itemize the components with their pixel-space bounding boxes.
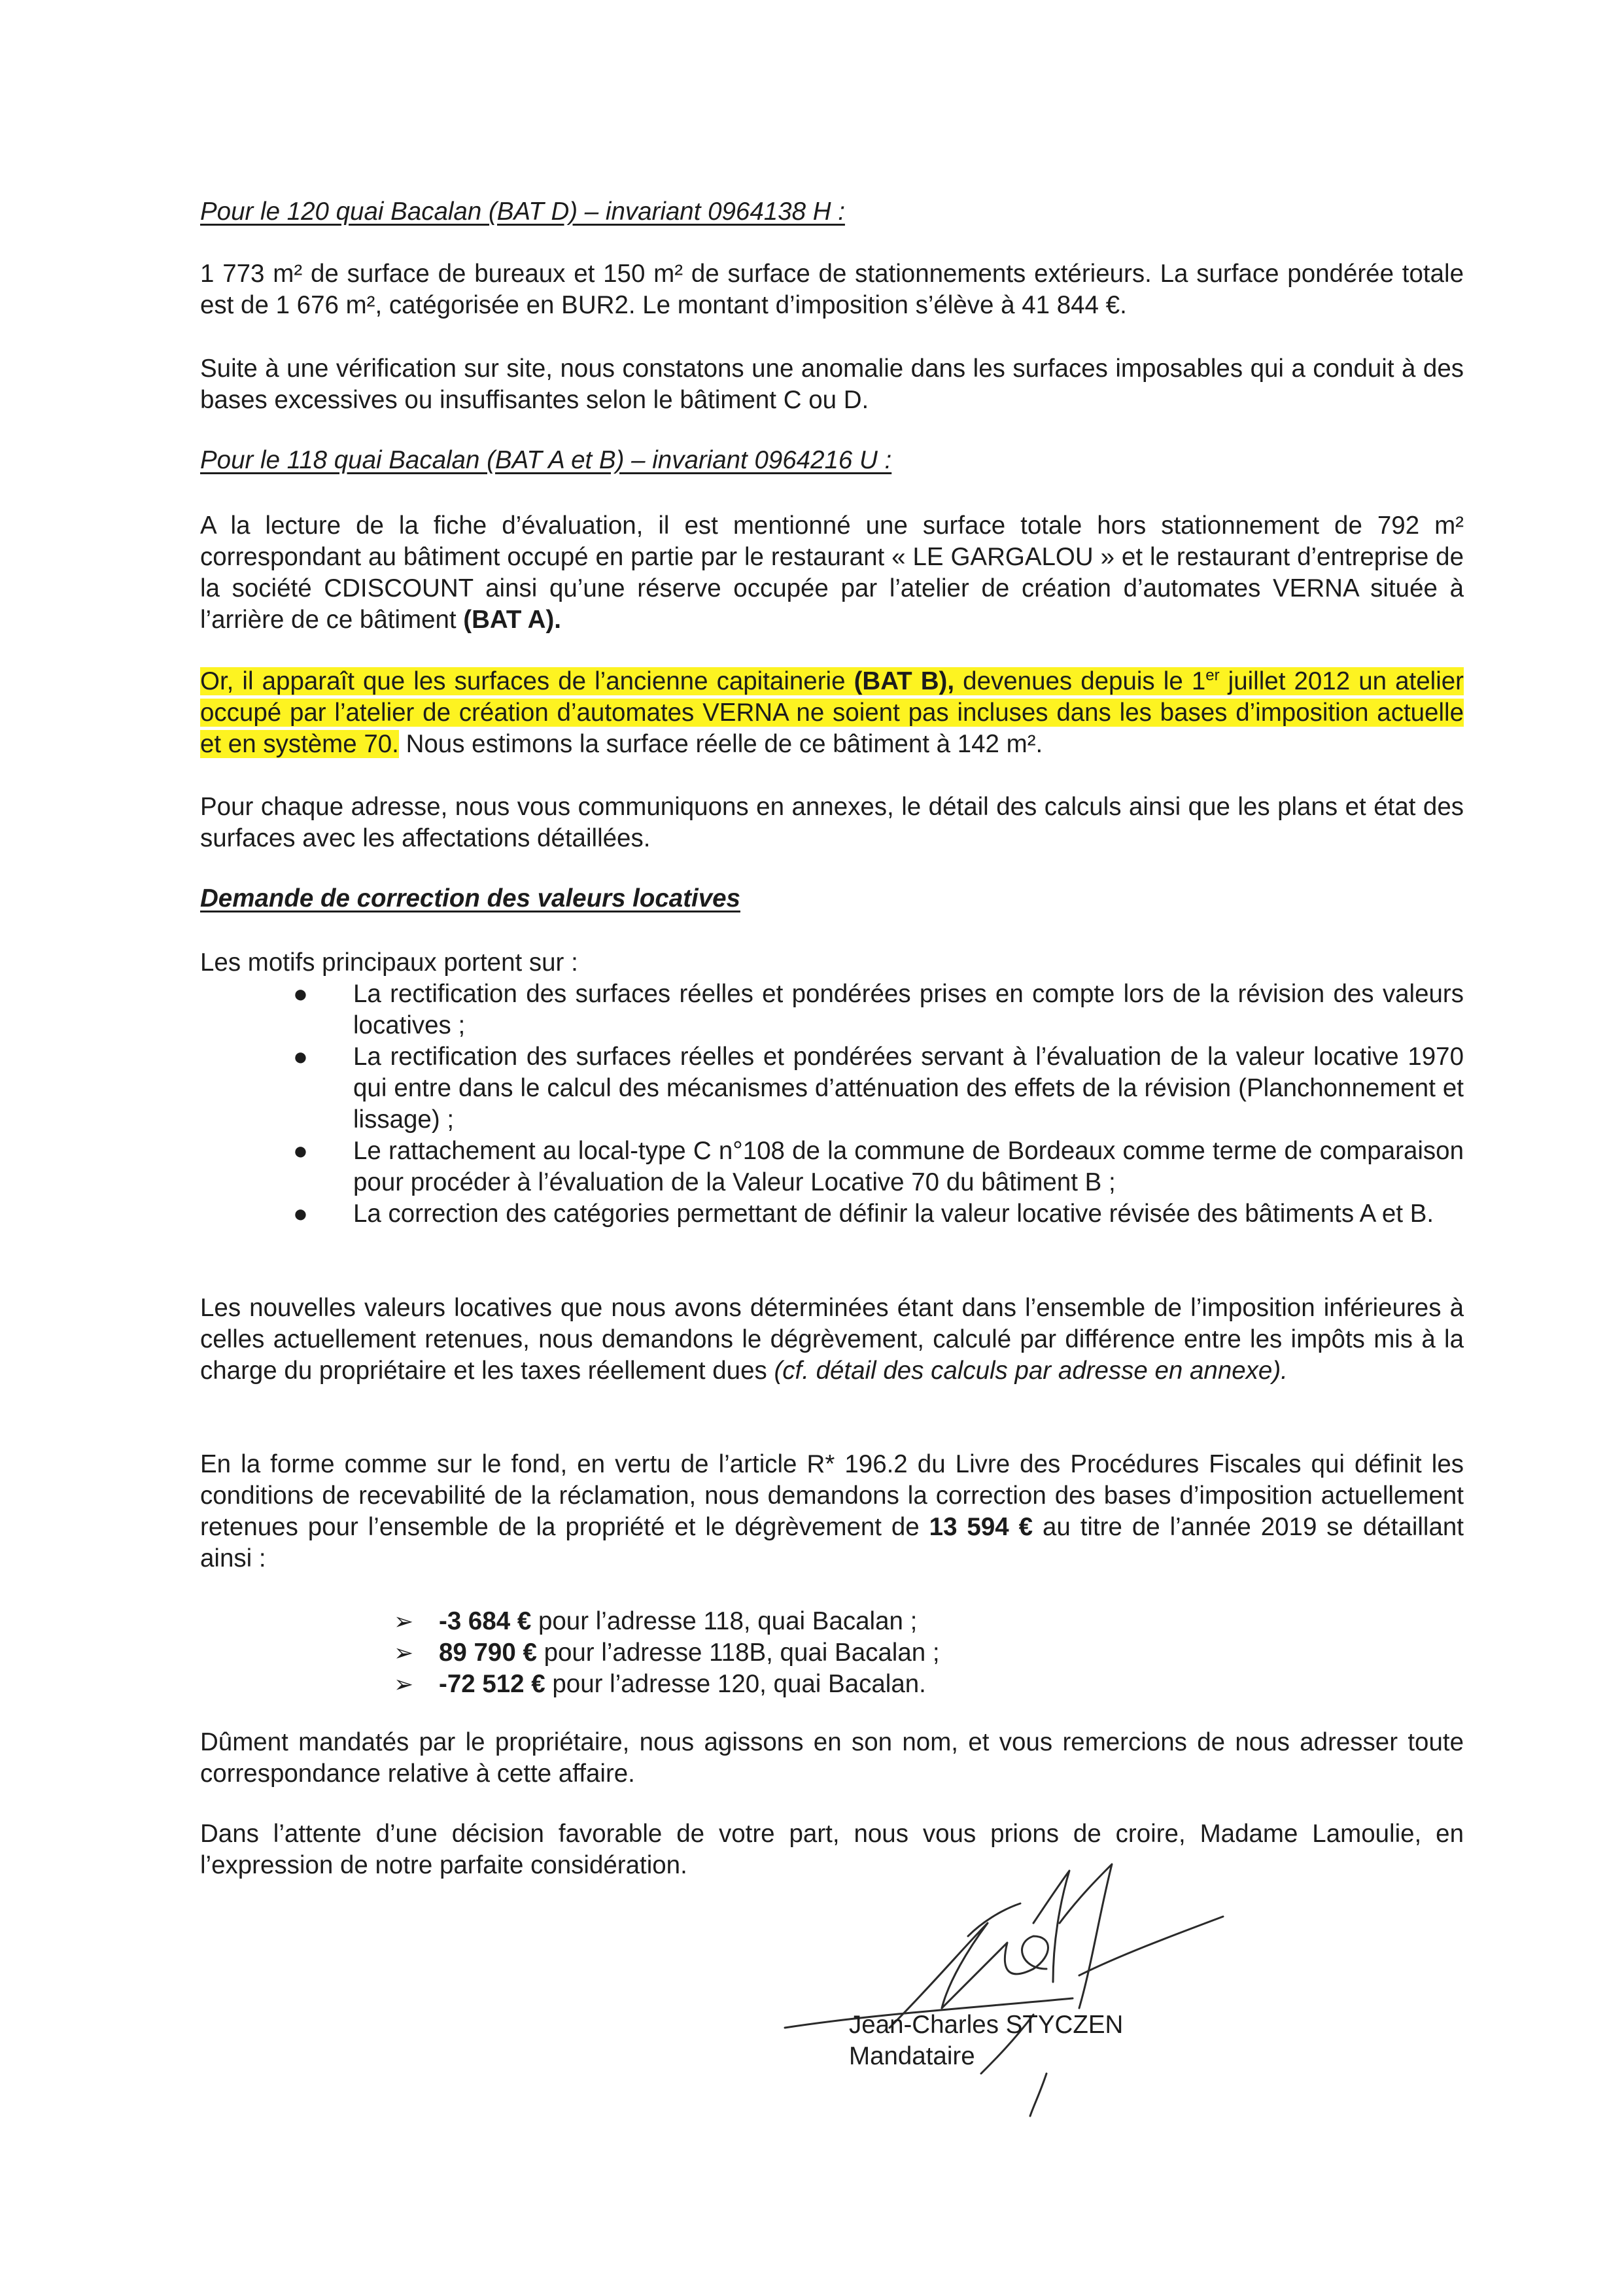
forme-paragraph bbox=[200, 1449, 1464, 1574]
highlight-mid: devenues depuis le 1 bbox=[954, 667, 1206, 695]
motif-text: La rectification des surfaces réelles et pondérées prises en compte lors de la révision des valeurs locatives ; bbox=[353, 980, 1464, 1039]
amount-value: -72 512 € bbox=[439, 1670, 545, 1698]
arrowhead-icon: ➢ bbox=[394, 1639, 414, 1666]
superscript-er: er bbox=[1205, 667, 1220, 684]
mandat-paragraph: Dûment mandatés par le propriétaire, nous agissons en son nom, et vous remercions de nous adresser toute correspondance relative à cette affaire. bbox=[200, 1728, 1464, 1788]
list-item bbox=[200, 979, 1464, 1041]
amount-text: pour l’adresse 120, quai Bacalan. bbox=[545, 1670, 926, 1698]
closing-paragraph: Dans l’attente d’une décision favorable de votre part, nous vous prions de croire, Madame Lamoulie, en l’expression de notre parfaite considération. bbox=[200, 1820, 1464, 1879]
arrowhead-icon: ➢ bbox=[394, 1671, 414, 1697]
bat-ab-text: A la lecture de la fiche d’évaluation, il est mentionné une surface totale hors stationnement de 792 m² correspondant au bâtiment occupé en partie par le restaurant « LE GARGALOU » et le restaurant d’entreprise de la société CDISCOUNT ainsi qu’une réserve occupée par l’atelier de création d’automates VERNA située à l’arrière de ce bâtiment bbox=[200, 512, 1464, 634]
arrowhead-icon: ➢ bbox=[394, 1608, 414, 1635]
bat-d-paragraph: 1 773 m² de surface de bureaux et 150 m² de surface de stationnements extérieurs. La surface pondérée totale est de 1 676 m², catégorisée en BUR2. Le montant d’imposition s’élève à 41 844 €. bbox=[200, 260, 1464, 319]
list-item bbox=[200, 1669, 1464, 1700]
signature-block bbox=[849, 2009, 1123, 2072]
highlight-paragraph bbox=[200, 666, 1464, 760]
list-item bbox=[200, 1606, 1464, 1637]
anomaly-paragraph: Suite à une vérification sur site, nous constatons une anomalie dans les surfaces imposables qui a conduit à des bases excessives ou insuffisantes selon le bâtiment C ou D. bbox=[200, 355, 1464, 414]
total-amount: 13 594 € bbox=[929, 1513, 1033, 1541]
correction-heading: Demande de correction des valeurs locatives bbox=[200, 884, 740, 912]
nouvelles-text: Les nouvelles valeurs locatives que nous avons déterminées étant dans l’ensemble de l’imposition inférieures à celles actuellement retenues, nous demandons le dégrèvement, calculé par différence entre les impôts mis à la charge du propriétaire et les taxes réellement dues bbox=[200, 1294, 1464, 1385]
amounts-list bbox=[200, 1606, 1464, 1700]
highlight-end: juillet 2012 un atelier occupé par l’atelier de création d’automates VERNA ne soient pas incluses dans les bases d’imposition actuelle et en système 70. bbox=[200, 667, 1464, 758]
list-item bbox=[200, 1041, 1464, 1136]
annex-paragraph: Pour chaque adresse, nous vous communiquons en annexes, le détail des calculs ainsi que les plans et état des surfaces avec les affectations détaillées. bbox=[200, 793, 1464, 852]
highlight-start: Or, il apparaît que les surfaces de l’ancienne capitainerie bbox=[200, 667, 854, 695]
signatory-role: Mandataire bbox=[849, 2042, 975, 2070]
motif-text: La rectification des surfaces réelles et pondérées servant à l’évaluation de la valeur locative 1970 qui entre dans le calcul des mécanismes d’atténuation des effets de la révision (Planchonnement et lissage) ; bbox=[353, 1043, 1464, 1134]
bat-b-label: (BAT B), bbox=[854, 667, 955, 695]
forme-text: En la forme comme sur le fond, en vertu de l’article R* 196.2 du Livre des Procédures Fiscales qui définit les conditions de recevabilité de la réclamation, nous demandons la correction des bases d’imposition actuellement retenues pour l’ensemble de la propriété et le dégrèvement de bbox=[200, 1450, 1464, 1541]
bat-d-heading: Pour le 120 quai Bacalan (BAT D) – invariant 0964138 H : bbox=[200, 198, 845, 226]
list-item bbox=[200, 1198, 1464, 1230]
list-item bbox=[200, 1637, 1464, 1669]
annex-reference: (cf. détail des calculs par adresse en annexe). bbox=[774, 1357, 1288, 1385]
bullet-dot-icon: ● bbox=[293, 1137, 308, 1165]
bat-ab-paragraph bbox=[200, 510, 1464, 636]
amount-text: pour l’adresse 118, quai Bacalan ; bbox=[531, 1607, 918, 1635]
bat-a-label: (BAT A). bbox=[463, 606, 561, 634]
bat-ab-heading: Pour le 118 quai Bacalan (BAT A et B) – invariant 0964216 U : bbox=[200, 446, 892, 474]
amount-value: -3 684 € bbox=[439, 1607, 532, 1635]
motif-text: Le rattachement au local-type C n°108 de la commune de Bordeaux comme terme de comparaison pour procéder à l’évaluation de la Valeur Locative 70 du bâtiment B ; bbox=[353, 1137, 1464, 1196]
handwritten-signature bbox=[772, 1845, 1243, 2119]
bullet-dot-icon: ● bbox=[293, 981, 308, 1008]
estimate-text: Nous estimons la surface réelle de ce bâtiment à 142 m². bbox=[398, 730, 1043, 758]
amount-value: 89 790 € bbox=[439, 1639, 537, 1667]
motif-text: La correction des catégories permettant de définir la valeur locative révisée des bâtiments A et B. bbox=[353, 1200, 1434, 1228]
bullet-dot-icon: ● bbox=[293, 1200, 308, 1228]
bullet-dot-icon: ● bbox=[293, 1043, 308, 1071]
amount-text: pour l’adresse 118B, quai Bacalan ; bbox=[536, 1639, 940, 1667]
forme-text-end: au titre de l’année 2019 se détaillant ainsi : bbox=[200, 1513, 1464, 1572]
list-item bbox=[200, 1136, 1464, 1198]
signatory-name: Jean-Charles STYCZEN bbox=[849, 2011, 1124, 2039]
motifs-intro: Les motifs principaux portent sur : bbox=[200, 948, 578, 977]
motifs-list bbox=[200, 979, 1464, 1230]
nouvelles-paragraph bbox=[200, 1293, 1464, 1387]
